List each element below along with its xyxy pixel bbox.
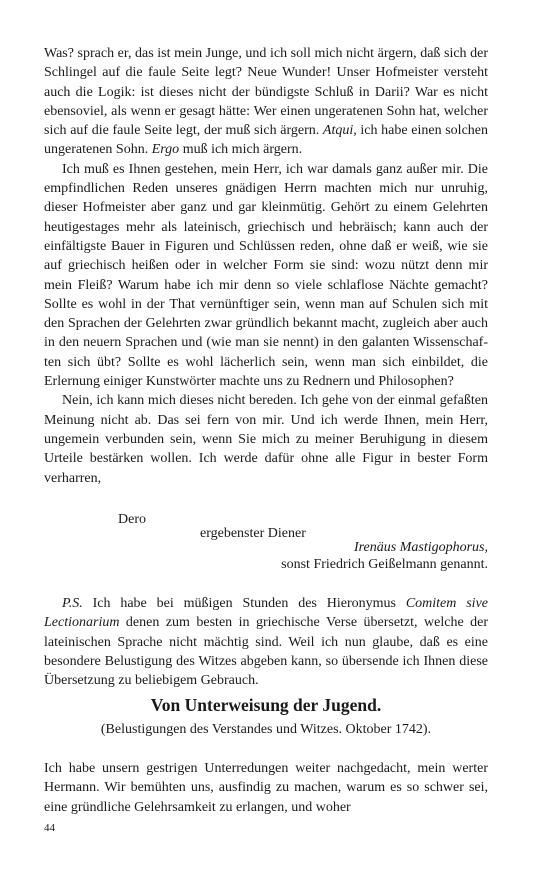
paragraph-1-atqui: Atqui, <box>322 123 357 139</box>
signature-alias: sonst Friedrich Geißelmann genannt. <box>281 557 488 572</box>
page-number: 44 <box>44 822 55 834</box>
signature-diener: ergebenster Diener <box>200 526 306 541</box>
paragraph-3: Nein, ich kann mich dieses nicht bereden. Ich gehe von der einmal gefaßten Meinung nicht ab. Das sei fern von mir. Und ich werde Ihnen, mein Herr, ungemein verbunden sein, wenn Sie mich zu meiner Beruhigung in diesem Urteile bestärken wollen. Ich werde dafür ohne alle Figur in bester Form verharren, <box>44 393 488 486</box>
postscript-text-b: denen zum besten in griechische Verse übersetzt, welche der lateinischen Sprache nicht mächtig sind. Weil ich nun glaube, daß es eine besondere Belustigung des Witzes abgeben kann, so übersende ich Ihnen diese Übersetzung zu beliebigem Gebrauch. <box>44 615 488 689</box>
paragraph-1-end: muß ich mich ärgern. <box>179 142 303 158</box>
paragraph-1-text: Was? sprach er, das ist mein Junge, und ich soll mich nicht ärgern, daß sich der Schlingel auf die faule Seite legt? Neue Wunder! Unser Hofmeister versteht auch die Logik: ist dieses nicht der bündigste Schluß in Darii? War es nicht ebensoviel, als wenn er gesagt hätte: Wer einen ungeratenen Sohn hat, welcher sich auf die faule Seite legt, der muß sich ärgern. <box>44 46 488 139</box>
postscript-paragraph <box>44 594 488 690</box>
letter-body <box>44 44 488 488</box>
section-body <box>44 759 488 817</box>
paragraph-1-ergo: Ergo <box>151 142 180 158</box>
section-first-paragraph: Ich habe unsern gestrigen Unterredungen weiter nachgedacht, mein werter Hermann. Wir bemühten uns, ausfindig zu machen, warum es so schwer sei, eine gründliche Gelehrsamkeit zu erlangen, und woher <box>44 761 488 815</box>
section-source: (Belustigungen des Verstandes und Witzes. Oktober 1742). <box>100 722 432 737</box>
postscript-title: Comitem sive Lectionarium <box>44 596 488 631</box>
section-heading: Von Unterweisung der Jugend. <box>150 695 382 715</box>
paragraph-1 <box>44 44 488 160</box>
postscript-text-a: Ich habe bei müßigen Stunden des Hieronymus <box>82 596 406 611</box>
paragraph-1-mid: ich habe einen solchen ungeratenen Sohn. <box>44 123 488 158</box>
paragraph-2: Ich muß es Ihnen gestehen, mein Herr, ich war damals ganz außer mir. Die empfindlichen Reden unseres gnädigen Herrn machten mich nur unruhig, dieser Hofmeister aber ganz und gar kleinmütig. Gehört zu einem Gelehrten heutigestages mehr als lateinisch, griechisch und hebräisch; kann auch der einfältigste Bauer in Figuren und Schlüssen reden, ohne daß er weiß, wie sie auf griechisch heißen oder in welcher Form sie sind: wozu nützt denn mir mein Fleiß? Warum habe ich mir denn so viele schlaflose Nächte gemacht? Sollte es wohl in der That vernünftiger sein, wenn man auf Schulen sich mit den Sprachen der Gelehrten zwar gründlich bekannt macht, zugleich aber auch in den neuern Sprachen und (wie man sie nennt) in den galanten Wissenschaften sich übt? Sollte es wohl lächerlich sein, wenn man sich einbildet, die Erlernung einiger Kunstwörter machte uns zu Rednern und Philosophen? <box>44 161 488 390</box>
postscript-label: P.S. <box>62 596 83 611</box>
signature-name: Irenäus Mastigophorus, <box>353 540 488 555</box>
signature-dero: Dero <box>118 512 146 527</box>
postscript <box>44 594 488 690</box>
